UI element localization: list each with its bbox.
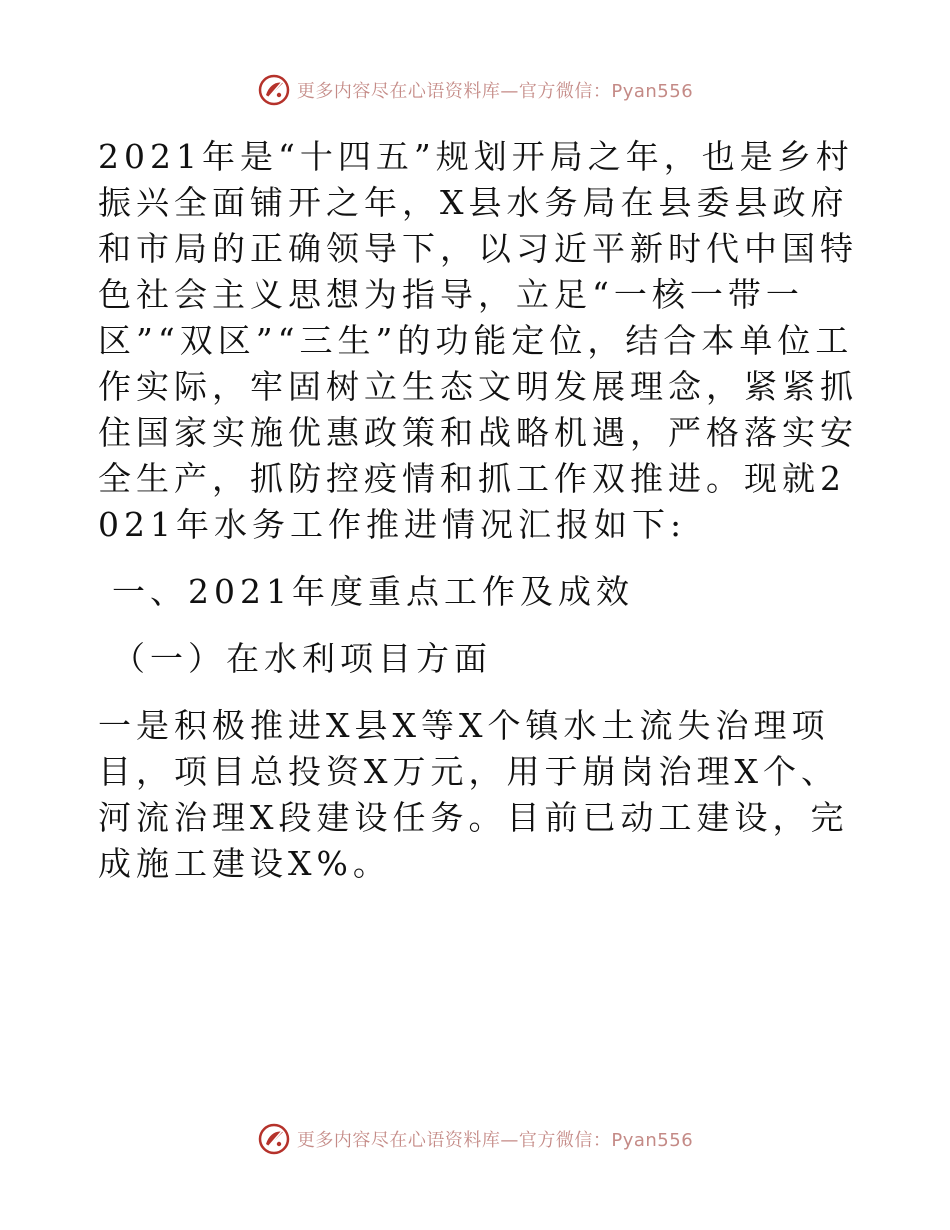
banner-text: 更多内容尽在心语资料库—官方微信：Pyan556 (296, 1130, 694, 1151)
section-heading: 一、2021年度重点工作及成效 (112, 572, 634, 611)
seal-logo-icon (257, 1122, 291, 1156)
header-banner (0, 70, 950, 110)
banner-text: 更多内容尽在心语资料库—官方微信：Pyan556 (296, 81, 694, 102)
document-body (98, 127, 858, 887)
subsection-heading: （一）在水利项目方面 (112, 639, 492, 678)
footer-banner (0, 1119, 950, 1159)
seal-logo-icon (257, 73, 291, 107)
paragraph-project: 一是积极推进X县X等X个镇水土流失治理项目，项目总投资X万元，用于崩岗治理X个、河流治理X段建设任务。目前已动工建设，完成施工建设X%。 (98, 706, 849, 883)
paragraph-intro: 2021年是“十四五”规划开局之年，也是乡村振兴全面铺开之年，X县水务局在县委县政府和市局的正确领导下，以习近平新时代中国特色社会主义思想为指导，立足“一核一带一区”“双区”“三生”的功能定位，结合本单位工作实际，牢固树立生态文明发展理念，紧紧抓住国家实施优惠政策和战略机遇，严格落实安全生产，抓防控疫情和抓工作双推进。现就2021年水务工作推进情况汇报如下: (98, 137, 858, 544)
